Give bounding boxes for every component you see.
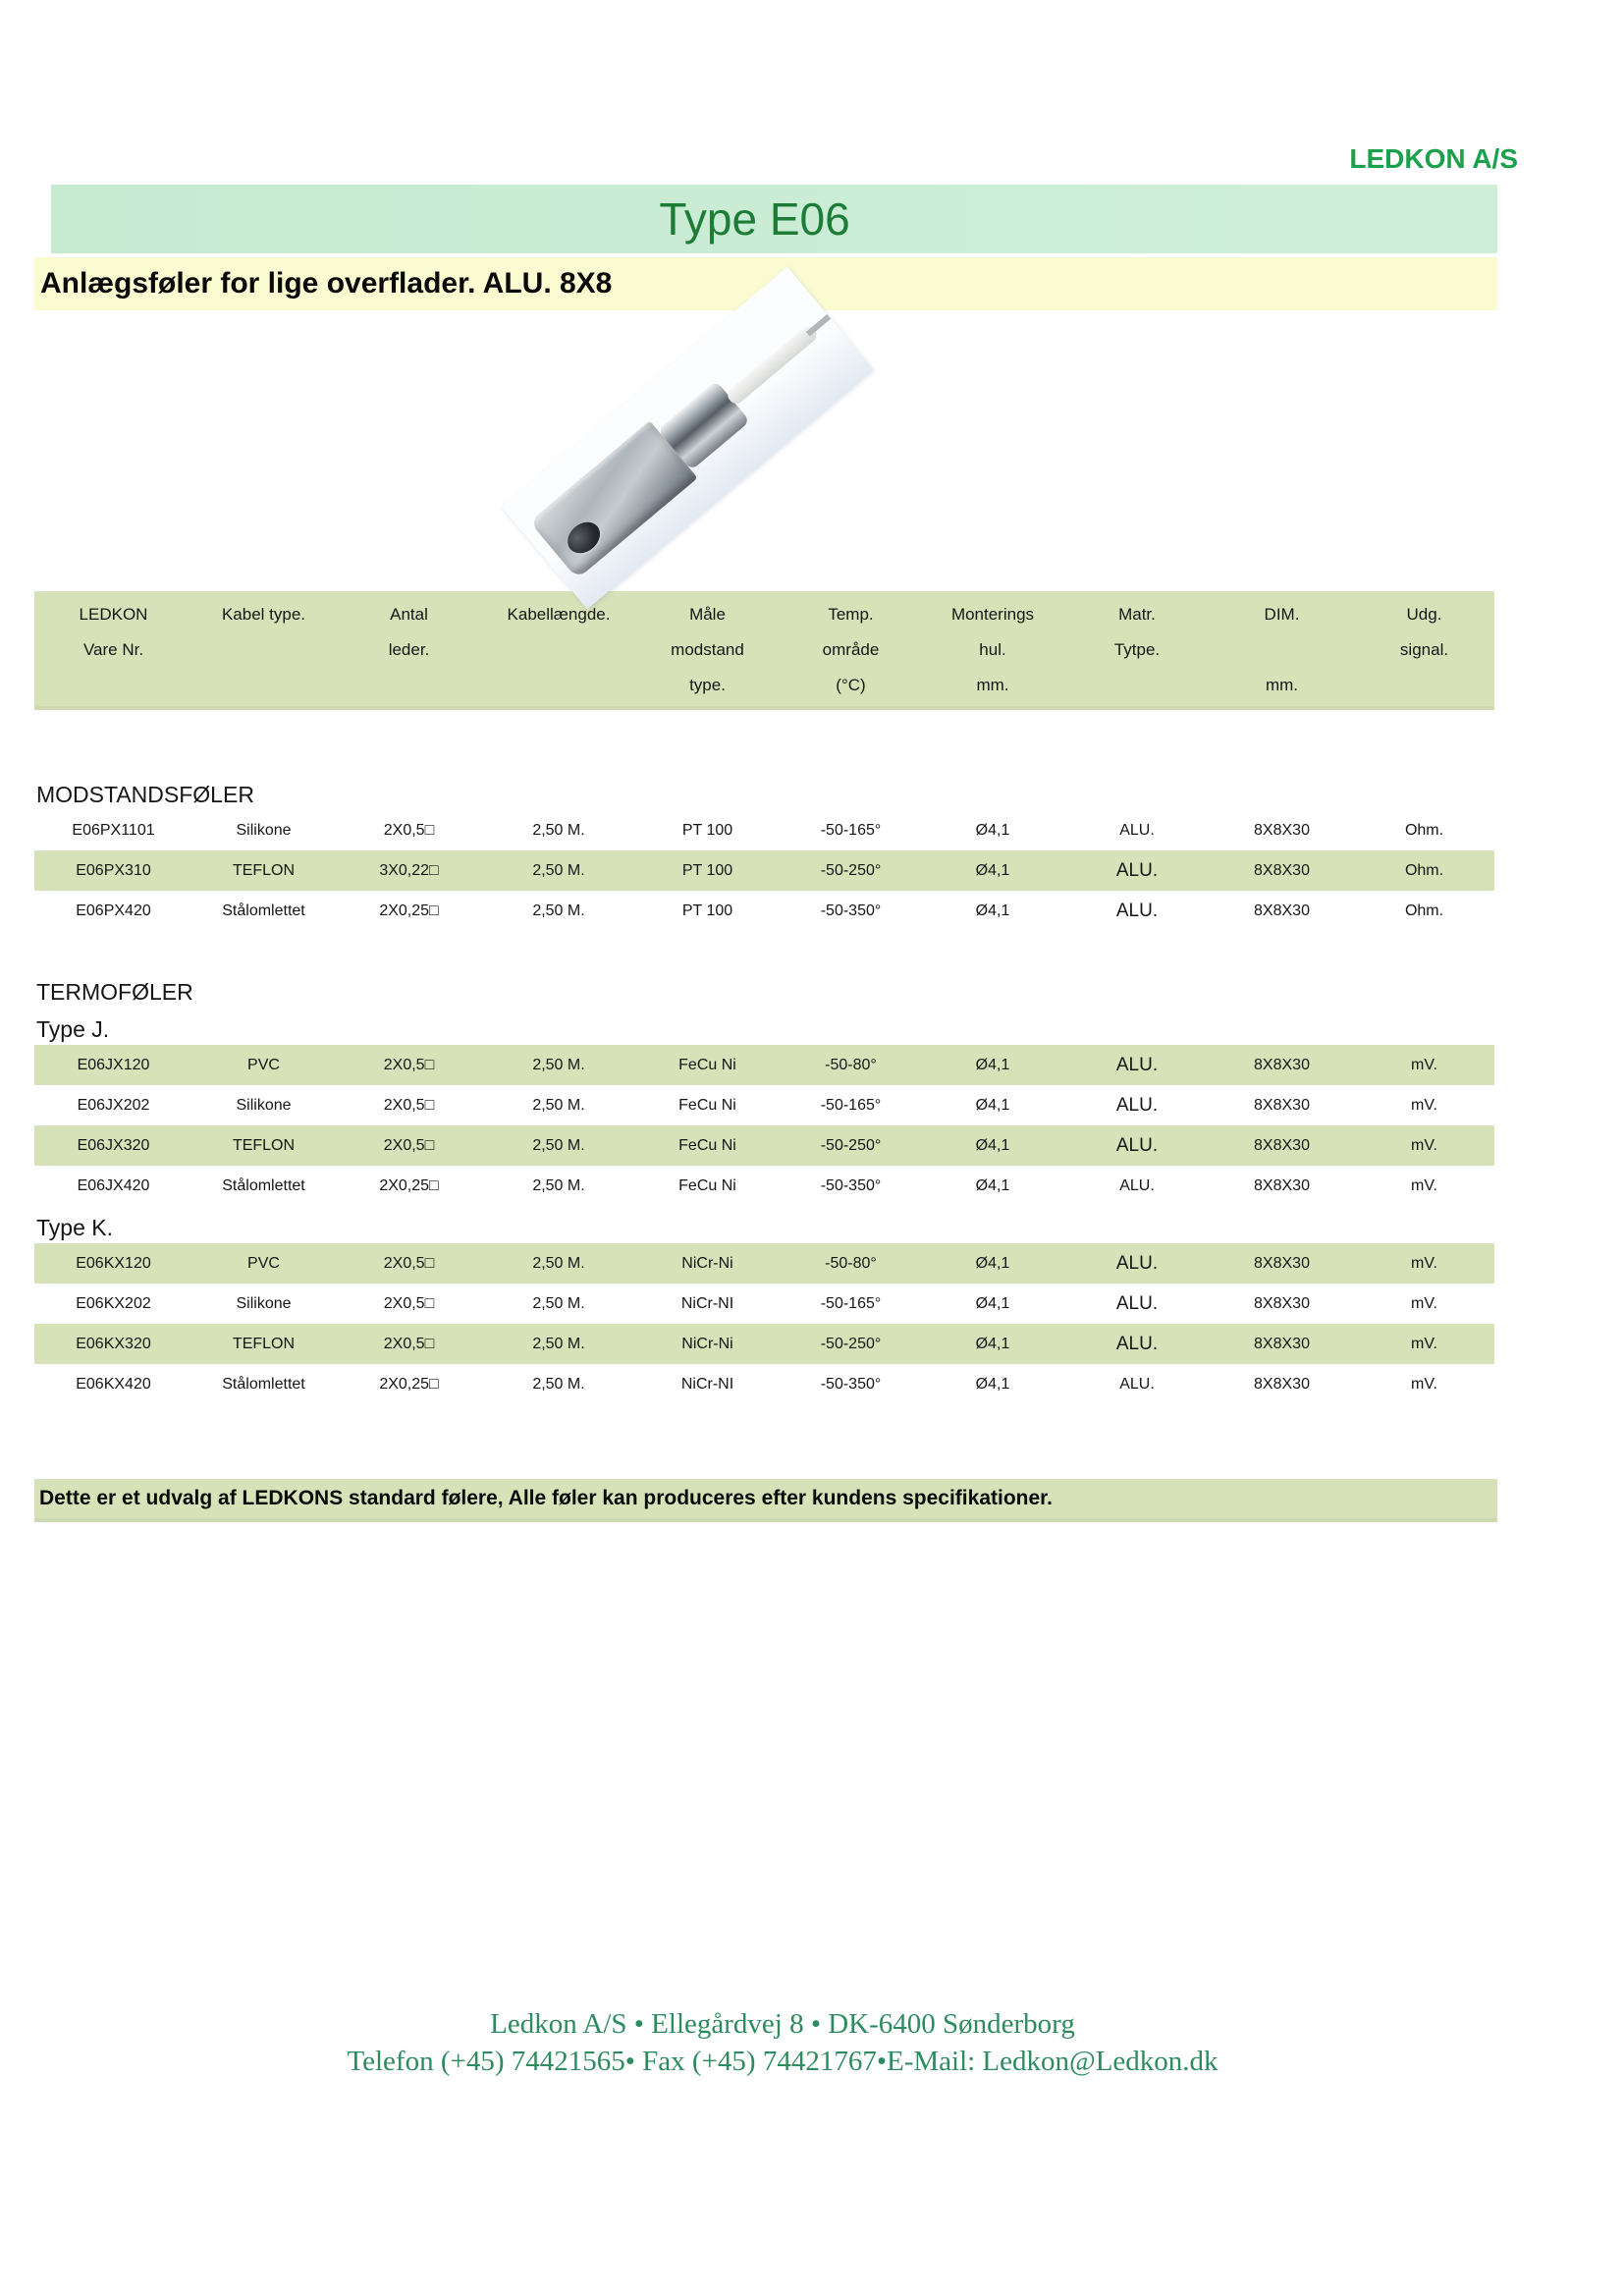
table-cell: 2,50 M. (532, 1136, 585, 1154)
table-cell: Ø4,1 (975, 1254, 1010, 1272)
table-cell: E06PX310 (76, 861, 151, 879)
column-header-line: (°C) (836, 676, 866, 694)
table-row (34, 850, 1494, 891)
table-row (34, 1166, 1494, 1206)
section-heading: MODSTANDSFØLER (36, 782, 254, 807)
column-header-line: Udg. (1406, 605, 1442, 624)
table-cell: NiCr-Ni (681, 1254, 733, 1272)
table-cell: -50-165° (820, 1096, 882, 1114)
table-cell: mV. (1411, 1254, 1437, 1272)
page-footer (0, 2005, 1565, 2080)
table-cell: E06KX420 (76, 1375, 151, 1393)
table-cell: Ø4,1 (975, 861, 1010, 879)
table-cell: 2X0,5□ (383, 821, 435, 839)
table-row (34, 1243, 1494, 1284)
table-cell: FeCu Ni (678, 1176, 736, 1194)
table-cell: Stålomlettet (222, 902, 305, 919)
column-header-line: Kabellængde. (507, 605, 611, 624)
table-cell: E06PX420 (76, 902, 151, 919)
column-header (335, 597, 483, 706)
product-photo (502, 267, 874, 609)
page-title: Type E06 (659, 193, 850, 245)
table-cell: 8X8X30 (1254, 902, 1310, 919)
title-bar (51, 185, 1497, 253)
column-header-line (483, 668, 634, 703)
table-cell: 2,50 M. (532, 1056, 585, 1073)
sensor-cable (725, 323, 820, 407)
table-cell: 8X8X30 (1254, 1136, 1310, 1154)
column-header-line: type. (689, 676, 726, 694)
column-header (483, 597, 634, 706)
table-cell: 2X0,25□ (379, 1176, 439, 1194)
column-header-line (1354, 668, 1494, 703)
table-body (34, 779, 1494, 1404)
table-cell: mV. (1411, 1056, 1437, 1073)
table-cell: Stålomlettet (222, 1375, 305, 1393)
table-cell: ALU. (1115, 1252, 1159, 1274)
table-row (34, 1045, 1494, 1085)
footer-contact: Telefon (+45) 74421565• Fax (+45) 74421767•E-Mail: Ledkon@Ledkon.dk (347, 2046, 1218, 2077)
column-header-line: område (822, 640, 880, 659)
table-cell: Ohm. (1404, 861, 1444, 879)
table-cell: ALU. (1119, 821, 1155, 839)
table-cell: 2X0,5□ (383, 1056, 435, 1073)
column-header-line (192, 668, 335, 703)
table-cell: ALU. (1119, 1176, 1155, 1194)
table-cell: -50-80° (825, 1254, 877, 1272)
table-cell: TEFLON (232, 1335, 296, 1352)
table-cell: Ø4,1 (975, 1176, 1010, 1194)
table-cell: mV. (1411, 1335, 1437, 1352)
table-cell: E06JX320 (77, 1136, 150, 1154)
column-header (34, 597, 192, 706)
table-cell: 2X0,25□ (379, 902, 439, 919)
column-header (921, 597, 1064, 706)
table-cell: 2,50 M. (532, 1096, 585, 1114)
column-header-line: Kabel type. (221, 605, 306, 624)
column-header-line: Tytpe. (1113, 640, 1161, 659)
column-header-line (1210, 632, 1354, 668)
table-cell: -50-350° (820, 1375, 882, 1393)
table-cell: Ø4,1 (975, 1136, 1010, 1154)
footer-note-banner (34, 1479, 1497, 1522)
table-cell: PT 100 (681, 861, 733, 879)
table-cell: 8X8X30 (1254, 1294, 1310, 1312)
table-cell: 8X8X30 (1254, 861, 1310, 879)
table-cell: ALU. (1115, 1134, 1159, 1156)
table-cell: E06JX202 (77, 1096, 150, 1114)
table-cell: FeCu Ni (678, 1096, 736, 1114)
table-cell: E06KX320 (76, 1335, 151, 1352)
table-cell: Ø4,1 (975, 1375, 1010, 1393)
type-label: Type K. (36, 1215, 113, 1240)
table-cell: 2X0,5□ (383, 1136, 435, 1154)
column-header-line: Matr. (1118, 605, 1156, 624)
column-header (634, 597, 781, 706)
table-cell: mV. (1411, 1375, 1437, 1393)
section-heading: TERMOFØLER (36, 979, 193, 1005)
footer-note-text: Dette er et udvalg af LEDKONS standard følere, Alle føler kan produceres efter kundens specifikationer. (39, 1487, 1054, 1509)
table-cell: NiCr-NI (680, 1375, 734, 1393)
company-logo: LEDKON A/S (1349, 143, 1518, 174)
column-header-line (192, 632, 335, 668)
product-subtitle: Anlægsføler for lige overflader. ALU. 8X8 (40, 267, 613, 300)
table-cell: -50-250° (820, 1335, 882, 1352)
column-header-line: Temp. (828, 605, 874, 624)
column-header (1210, 597, 1354, 706)
table-row (34, 1324, 1494, 1364)
table-cell: 8X8X30 (1254, 1254, 1310, 1272)
table-cell: mV. (1411, 1096, 1437, 1114)
table-cell: -50-250° (820, 1136, 882, 1154)
column-header-line: Antal (390, 605, 428, 624)
table-cell: Silikone (236, 1096, 292, 1114)
table-cell: TEFLON (232, 1136, 296, 1154)
column-header-line (34, 668, 192, 703)
table-cell: Ø4,1 (975, 821, 1010, 839)
table-cell: PVC (247, 1056, 280, 1073)
column-header-line (1064, 668, 1210, 703)
table-cell: Stålomlettet (222, 1176, 305, 1194)
table-cell: 2X0,5□ (383, 1335, 435, 1352)
table-cell: ALU. (1115, 859, 1159, 881)
table-cell: ALU. (1115, 1333, 1159, 1354)
table-cell: ALU. (1115, 1054, 1159, 1075)
table-cell: 3X0,22□ (379, 861, 439, 879)
table-row (34, 810, 1494, 850)
table-cell: 2X0,5□ (383, 1294, 435, 1312)
table-cell: -50-165° (820, 821, 882, 839)
table-cell: FeCu Ni (678, 1056, 736, 1073)
column-header-line: mm. (1265, 676, 1299, 694)
table-row (34, 1085, 1494, 1125)
table-cell: -50-250° (820, 861, 882, 879)
table-header-row (34, 591, 1494, 710)
table-cell: NiCr-Ni (681, 1335, 733, 1352)
table-cell: mV. (1411, 1294, 1437, 1312)
table-row (34, 1364, 1494, 1404)
table-cell: -50-350° (820, 902, 882, 919)
table-row (34, 1125, 1494, 1166)
table-cell: E06JX120 (77, 1056, 150, 1073)
column-header-line: leder. (388, 640, 430, 659)
table-cell: NiCr-NI (680, 1294, 734, 1312)
table-cell: -50-80° (825, 1056, 877, 1073)
table-cell: ALU. (1115, 900, 1159, 921)
column-header-line: LEDKON (79, 605, 148, 624)
table-cell: -50-350° (820, 1176, 882, 1194)
table-cell: 2,50 M. (532, 861, 585, 879)
table-cell: 8X8X30 (1254, 821, 1310, 839)
table-cell: E06PX1101 (72, 821, 155, 839)
table-cell: ALU. (1115, 1094, 1159, 1116)
table-cell: 8X8X30 (1254, 1375, 1310, 1393)
table-cell: 2,50 M. (532, 1294, 585, 1312)
table-cell: TEFLON (232, 861, 296, 879)
column-header-line: Vare Nr. (82, 640, 144, 659)
table-row (34, 891, 1494, 931)
table-cell: Ø4,1 (975, 1056, 1010, 1073)
table-cell: mV. (1411, 1176, 1437, 1194)
product-table (34, 591, 1494, 1404)
table-cell: Ohm. (1404, 902, 1444, 919)
column-header-line: modstand (671, 640, 744, 659)
table-cell: PT 100 (681, 821, 733, 839)
table-cell: 2,50 M. (532, 821, 585, 839)
table-cell: 2X0,5□ (383, 1096, 435, 1114)
table-cell: Ohm. (1404, 821, 1444, 839)
table-cell: ALU. (1119, 1375, 1155, 1393)
table-cell: 2,50 M. (532, 1375, 585, 1393)
table-cell: 8X8X30 (1254, 1096, 1310, 1114)
table-cell: 8X8X30 (1254, 1176, 1310, 1194)
table-row (34, 1284, 1494, 1324)
sensor-mounting-hole-icon (562, 516, 607, 560)
table-cell: 8X8X30 (1254, 1335, 1310, 1352)
table-cell: 2,50 M. (532, 1254, 585, 1272)
table-cell: mV. (1411, 1136, 1437, 1154)
column-header-line: signal. (1399, 640, 1449, 659)
table-cell: E06JX420 (77, 1176, 150, 1194)
table-cell: Ø4,1 (975, 1096, 1010, 1114)
column-header (1064, 597, 1210, 706)
table-cell: 2,50 M. (532, 902, 585, 919)
table-cell: PVC (247, 1254, 280, 1272)
column-header-line: DIM. (1264, 605, 1300, 624)
table-cell: 8X8X30 (1254, 1056, 1310, 1073)
table-cell: 2X0,5□ (383, 1254, 435, 1272)
table-cell: PT 100 (681, 902, 733, 919)
table-cell: 2X0,25□ (379, 1375, 439, 1393)
table-cell: FeCu Ni (678, 1136, 736, 1154)
column-header-line: Måle (689, 605, 726, 624)
column-header-line: Monterings (950, 605, 1035, 624)
type-label: Type J. (36, 1016, 110, 1042)
column-header (781, 597, 921, 706)
table-cell: -50-165° (820, 1294, 882, 1312)
table-cell: 2,50 M. (532, 1335, 585, 1352)
table-cell: Ø4,1 (975, 902, 1010, 919)
table-cell: E06KX202 (76, 1294, 151, 1312)
column-header-line (335, 668, 483, 703)
table-cell: 2,50 M. (532, 1176, 585, 1194)
table-cell: Silikone (236, 1294, 292, 1312)
table-cell: E06KX120 (76, 1254, 151, 1272)
column-header-line (483, 632, 634, 668)
column-header (192, 597, 335, 706)
table-cell: Ø4,1 (975, 1294, 1010, 1312)
table-cell: Ø4,1 (975, 1335, 1010, 1352)
column-header-line: hul. (979, 640, 1006, 659)
table-cell: ALU. (1115, 1292, 1159, 1314)
column-header (1354, 597, 1494, 706)
table-cell: Silikone (236, 821, 292, 839)
column-header-line: mm. (976, 676, 1009, 694)
footer-address: Ledkon A/S • Ellegårdvej 8 • DK-6400 Sønderborg (490, 2008, 1075, 2040)
